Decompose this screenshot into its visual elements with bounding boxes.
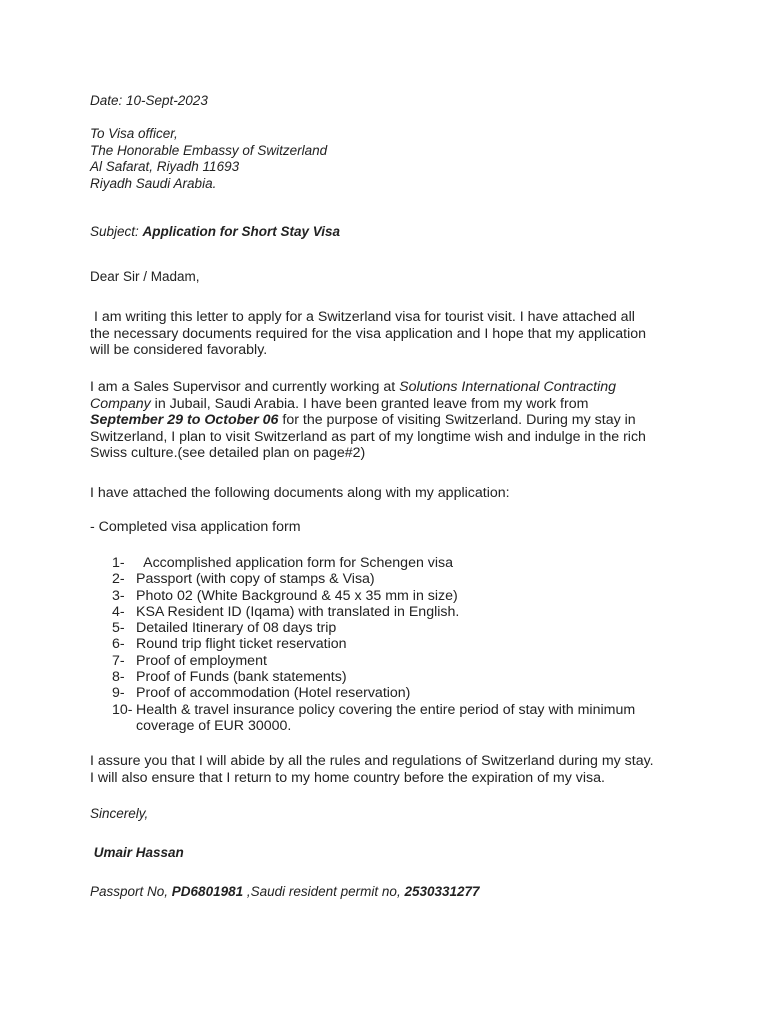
paragraph-line: I assure you that I will abide by all the rules and regulations of Switzerland during my stay. (90, 753, 654, 769)
salutation: Dear Sir / Madam, (90, 269, 200, 284)
assurance-paragraph (90, 753, 654, 786)
letter-page: Date: 10-Sept-2023 To Visa officer, The Honorable Embassy of Switzerland Al Safarat, Riyadh 11693 Riyadh Saudi Arabia. Subject: Application for Short Stay Visa Dear Sir / Madam, I am writing this letter to apply for a Switzerland visa for tourist visit. I have attached all the necessary documents required for the visa application and I hope that my application will be considered favorably. I am a Sales Supervisor and currently working at Solutions International Contracting Company in Jubail, Saudi Arabia. I have been granted leave from my work from September 29 to October 06 for the purpose of visiting Switzerland. During my stay in Switzerland, I plan to visit Switzerland as part of my longtime wish and indulge in the rich Swiss culture.(see detailed plan on page#2) I have attached the following documents along with my application: - Completed visa application form 1- Accomplished application form for Schengen visa 2- Passport (with copy of stamps & Visa) 3- Photo 02 (White Background & 45 x 35 mm in size) 4- KSA Resident ID (Iqama) with translated in English. 5- Detailed Itinerary of 08 days trip 6- Round trip flight ticket reservation 7- Proof of employment 8- Proof of Funds (bank statements) 9- Proof of accommodation (Hotel reservation) 10- Health & travel insurance policy covering the entire period of stay with minimum coverage of EUR 30000. I assure you that I will abide by all the rules and regulations of Switzerland during my stay. I will also ensure that I return to my home country before the expiration of my visa. Sincerely, Umair Hassan Passport No, PD6801981 ,Saudi resident permit no, 2530331277 (90, 93, 654, 899)
signature-name: Umair Hassan (90, 845, 184, 860)
paragraph-line: the necessary documents required for the visa application and I hope that my application (90, 325, 647, 342)
paragraph-line: will be considered favorably. (90, 342, 268, 358)
company-name: Solutions International Contracting (399, 379, 617, 395)
paragraph-line: I am writing this letter to apply for a Switzerland visa for tourist visit. I have attached all (90, 309, 635, 325)
address-line: To Visa officer, (90, 126, 178, 141)
intro-paragraph (90, 309, 646, 359)
letter-date: Date: 10-Sept-2023 (90, 93, 208, 108)
subject-line (90, 224, 340, 241)
address-line: Al Safarat, Riyadh 11693 (90, 159, 240, 174)
paragraph-line: Switzerland, I plan to visit Switzerland as part of my longtime wish and indulge in the rich (90, 428, 646, 445)
subject-label: Subject: (90, 224, 143, 239)
employment-paragraph (90, 379, 646, 462)
paragraph-line: September 29 to October 06 for the purpose of visiting Switzerland. During my stay in (90, 412, 636, 428)
leave-dates: September 29 to October 06 (90, 412, 279, 428)
subject-text: Application for Short Stay Visa (142, 224, 341, 239)
address-line: Riyadh Saudi Arabia. (90, 175, 217, 191)
recipient-address (90, 126, 327, 192)
closing: Sincerely, (90, 806, 149, 821)
company-name-cont: Company (90, 395, 151, 412)
paragraph-line: Swiss culture.(see detailed plan on page#2) (90, 445, 366, 461)
paragraph-line: I am a Sales Supervisor and currently working at Solutions International Contracting (90, 379, 617, 395)
address-line: The Honorable Embassy of Switzerland (90, 142, 328, 158)
form-line: - Completed visa application form (90, 519, 301, 535)
attached-intro: I have attached the following documents along with my application: (90, 485, 510, 501)
resident-permit-number: 2530331277 (404, 884, 480, 899)
paragraph-line: I will also ensure that I return to my home country before the expiration of my visa. (90, 769, 605, 786)
passport-number: PD6801981 (171, 884, 244, 899)
passport-line: Passport No, PD6801981 ,Saudi resident permit no, 2530331277 (90, 884, 480, 899)
paragraph-line: Company in Jubail, Saudi Arabia. I have been granted leave from my work from (90, 395, 589, 412)
